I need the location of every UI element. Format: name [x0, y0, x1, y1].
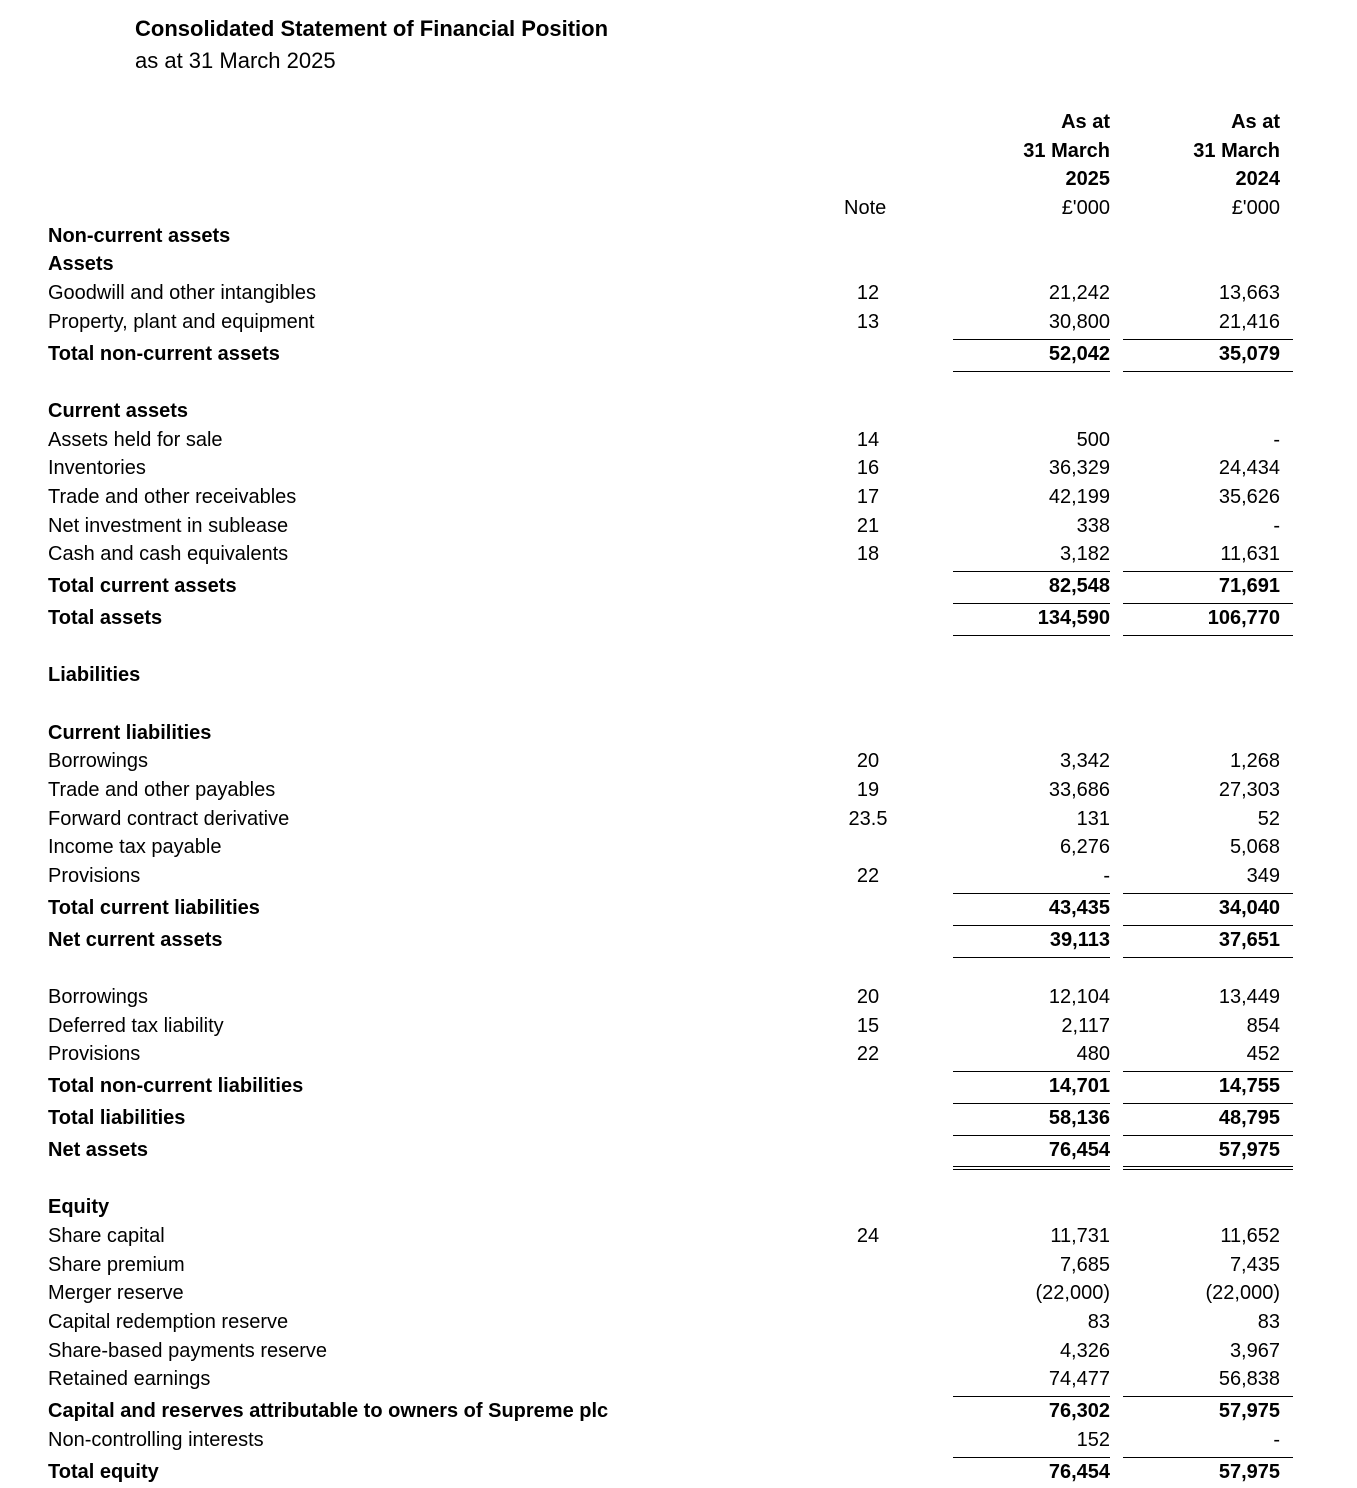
row-label: Trade and other payables — [48, 779, 276, 802]
statement-row — [0, 663, 1357, 692]
row-label: Net current assets — [48, 928, 223, 951]
value-2024: 106,770 — [1207, 606, 1280, 629]
row-label: Inventories — [48, 457, 146, 480]
spacer-row — [0, 370, 1357, 399]
row-note: 15 — [856, 1014, 880, 1037]
statement-row — [0, 1395, 1357, 1427]
value-2024: (22,000) — [1205, 1282, 1280, 1305]
statement-title: Consolidated Statement of Financial Position — [135, 16, 609, 41]
subtotal-rule — [953, 571, 1110, 572]
statement-row — [0, 280, 1357, 309]
value-2025: 76,454 — [1048, 1138, 1110, 1161]
subtotal-rule — [953, 925, 1110, 926]
statement-row — [0, 1102, 1357, 1134]
statement-row — [0, 749, 1357, 778]
value-2024: - — [1273, 428, 1280, 451]
row-note: 20 — [856, 986, 880, 1009]
subtotal-rule — [1123, 603, 1293, 604]
row-note: 14 — [856, 428, 880, 451]
value-2024: 48,795 — [1218, 1107, 1280, 1130]
row-note: 18 — [856, 543, 880, 566]
value-2025: 4,326 — [1059, 1339, 1110, 1362]
row-label: Property, plant and equipment — [48, 310, 315, 333]
value-2025: 6,276 — [1059, 836, 1110, 859]
statement-row — [0, 338, 1357, 370]
value-2024: 52 — [1257, 807, 1280, 830]
value-2024: 5,068 — [1229, 836, 1280, 859]
row-label: Total liabilities — [48, 1107, 186, 1130]
value-2024: - — [1273, 1428, 1280, 1451]
col-2025-header-line3: 2025 — [1065, 168, 1110, 190]
statement-row — [0, 398, 1357, 427]
subtotal-rule — [953, 339, 1110, 340]
statement-row — [0, 570, 1357, 602]
value-2024: 56,838 — [1218, 1368, 1280, 1391]
value-2024: 854 — [1246, 1014, 1280, 1037]
value-2025: 131 — [1076, 807, 1110, 830]
row-label: Capital redemption reserve — [48, 1311, 289, 1333]
row-label: Cash and cash equivalents — [48, 543, 289, 566]
value-2024: 57,975 — [1218, 1138, 1280, 1161]
value-2025: 58,136 — [1048, 1107, 1110, 1130]
col-2025-unit: £'000 — [1061, 197, 1110, 219]
value-2025: 52,042 — [1048, 342, 1110, 365]
row-note: 12 — [856, 282, 880, 305]
value-2025: 30,800 — [1048, 310, 1110, 333]
subtotal-rule — [1123, 1457, 1293, 1458]
value-2025: 14,701 — [1048, 1075, 1110, 1098]
value-2024: 57,975 — [1218, 1460, 1280, 1483]
statement-row — [0, 924, 1357, 956]
row-label: Forward contract derivative — [48, 807, 290, 830]
spacer-row — [0, 1166, 1357, 1195]
row-label: Share premium — [48, 1253, 185, 1276]
col-2025-header-line1: As at — [1061, 111, 1110, 133]
subtotal-rule — [1123, 893, 1293, 894]
value-2025: 7,685 — [1059, 1253, 1110, 1276]
statement-row — [0, 1367, 1357, 1396]
value-2025: 12,104 — [1048, 986, 1110, 1009]
value-2024: 83 — [1257, 1311, 1280, 1333]
value-2024: 24,434 — [1218, 457, 1280, 480]
value-2024: 35,626 — [1218, 485, 1280, 508]
row-label: Total current liabilities — [48, 896, 260, 919]
statement-row — [0, 1070, 1357, 1102]
subtotal-rule — [953, 893, 1110, 894]
value-2024: 11,652 — [1220, 1224, 1280, 1247]
value-2024: 7,435 — [1229, 1253, 1280, 1276]
statement-row — [0, 1042, 1357, 1071]
value-2024: 35,079 — [1218, 342, 1280, 365]
value-2025: 76,454 — [1048, 1460, 1110, 1483]
col-2025-header-line2: 31 March — [1023, 140, 1110, 162]
row-label: Non-current assets — [48, 224, 231, 247]
value-2025: 36,329 — [1048, 457, 1110, 480]
value-2025: 43,435 — [1048, 896, 1110, 919]
row-label: Borrowings — [48, 750, 149, 773]
spacer-row — [0, 634, 1357, 663]
row-label: Equity — [48, 1196, 110, 1219]
statement-row — [0, 777, 1357, 806]
statement-row — [0, 1309, 1357, 1338]
value-2024: 21,416 — [1218, 310, 1280, 333]
subtotal-rule — [953, 1103, 1110, 1104]
row-note: 16 — [856, 457, 880, 480]
row-label: Net investment in sublease — [48, 514, 289, 537]
statement-row — [0, 1252, 1357, 1281]
row-note: 20 — [856, 750, 880, 773]
statement-row — [0, 602, 1357, 634]
value-2025: 76,302 — [1048, 1400, 1110, 1423]
statement-row — [0, 1427, 1357, 1456]
row-label: Assets — [48, 253, 114, 276]
subtotal-rule — [953, 1071, 1110, 1072]
statement-row — [0, 542, 1357, 571]
subtotal-rule — [1123, 1071, 1293, 1072]
value-2025: 3,342 — [1059, 750, 1110, 773]
subtotal-rule — [1123, 571, 1293, 572]
value-2024: 37,651 — [1218, 928, 1280, 951]
value-2024: 14,755 — [1218, 1075, 1280, 1098]
row-note: 21 — [856, 514, 880, 537]
row-label: Assets held for sale — [48, 428, 223, 451]
value-2025: 134,590 — [1037, 606, 1110, 629]
row-label: Current liabilities — [48, 721, 212, 744]
statement-row — [0, 456, 1357, 485]
statement-rows — [0, 223, 1357, 1488]
subtotal-rule — [1123, 1103, 1293, 1104]
subtotal-rule — [1123, 339, 1293, 340]
value-2024: 71,691 — [1218, 575, 1280, 598]
statement-row — [0, 223, 1357, 252]
col-2024-header-line1: As at — [1231, 111, 1280, 133]
row-label: Trade and other receivables — [48, 485, 297, 508]
row-note: 19 — [856, 779, 880, 802]
value-2024: 452 — [1246, 1043, 1280, 1066]
row-note: 22 — [856, 865, 880, 888]
row-note: 22 — [856, 1043, 880, 1066]
row-label: Borrowings — [48, 986, 149, 1009]
statement-row — [0, 1013, 1357, 1042]
value-2025: 11,731 — [1050, 1224, 1110, 1247]
col-2024-unit: £'000 — [1231, 197, 1280, 219]
value-2024: 11,631 — [1220, 543, 1280, 566]
subtotal-rule — [953, 603, 1110, 604]
row-label: Total non-current liabilities — [48, 1075, 304, 1098]
row-note: 23.5 — [848, 807, 888, 830]
statement-row — [0, 1195, 1357, 1224]
statement-row — [0, 427, 1357, 456]
value-2025: 500 — [1076, 428, 1110, 451]
value-2024: 349 — [1246, 865, 1280, 888]
subtotal-rule — [953, 1457, 1110, 1458]
value-2025: 39,113 — [1049, 928, 1110, 951]
statement-row — [0, 1223, 1357, 1252]
row-label: Total non-current assets — [48, 342, 280, 365]
value-2025: 338 — [1076, 514, 1110, 537]
row-label: Share capital — [48, 1224, 165, 1247]
value-2025: 152 — [1076, 1428, 1110, 1451]
subtotal-rule — [1123, 1135, 1293, 1136]
row-label: Deferred tax liability — [48, 1014, 224, 1037]
row-label: Merger reserve — [48, 1282, 184, 1305]
row-label: Current assets — [48, 399, 189, 422]
value-2024: 57,975 — [1218, 1400, 1280, 1423]
row-label: Provisions — [48, 1043, 141, 1066]
row-label: Non-controlling interests — [48, 1428, 264, 1451]
row-label: Retained earnings — [48, 1368, 211, 1391]
value-2025: 3,182 — [1059, 543, 1110, 566]
row-label: Provisions — [48, 865, 141, 888]
row-label: Goodwill and other intangibles — [48, 282, 316, 305]
statement-row — [0, 252, 1357, 281]
value-2025: 74,477 — [1048, 1368, 1110, 1391]
row-label: Capital and reserves attributable to owners of Supreme plc — [48, 1400, 609, 1423]
note-column-header: Note — [844, 197, 887, 219]
subtotal-rule — [1123, 1396, 1293, 1397]
statement-row — [0, 1456, 1357, 1488]
value-2024: 13,663 — [1218, 282, 1280, 305]
value-2025: 83 — [1087, 1311, 1110, 1333]
row-note: 24 — [856, 1224, 880, 1247]
statement-row — [0, 513, 1357, 542]
value-2024: 34,040 — [1218, 896, 1280, 919]
statement-row — [0, 984, 1357, 1013]
value-2025: 42,199 — [1048, 485, 1110, 508]
statement-row — [0, 835, 1357, 864]
value-2025: 21,242 — [1048, 282, 1110, 305]
col-2024-header-line2: 31 March — [1193, 140, 1280, 162]
row-label: Total current assets — [48, 575, 237, 598]
col-2024-header-line3: 2024 — [1235, 168, 1280, 190]
spacer-row — [0, 956, 1357, 985]
value-2025: 33,686 — [1048, 779, 1110, 802]
statement-row — [0, 1281, 1357, 1310]
value-2025: - — [1103, 865, 1110, 888]
value-2025: (22,000) — [1035, 1282, 1110, 1305]
statement-date: as at 31 March 2025 — [135, 48, 336, 73]
subtotal-rule — [1123, 925, 1293, 926]
statement-row — [0, 1338, 1357, 1367]
row-label: Liabilities — [48, 664, 141, 687]
statement-row — [0, 806, 1357, 835]
row-note: 13 — [856, 310, 880, 333]
statement-row — [0, 863, 1357, 892]
subtotal-rule — [953, 1135, 1110, 1136]
value-2024: 3,967 — [1229, 1339, 1280, 1362]
value-2025: 2,117 — [1061, 1014, 1110, 1037]
row-label: Total equity — [48, 1460, 159, 1483]
statement-row — [0, 720, 1357, 749]
row-note: 17 — [856, 485, 880, 508]
value-2024: - — [1273, 514, 1280, 537]
value-2024: 1,268 — [1229, 750, 1280, 773]
subtotal-rule — [953, 1396, 1110, 1397]
value-2025: 480 — [1076, 1043, 1110, 1066]
statement-row — [0, 309, 1357, 338]
row-label: Income tax payable — [48, 836, 222, 859]
statement-row — [0, 1134, 1357, 1166]
value-2024: 13,449 — [1218, 986, 1280, 1009]
row-label: Net assets — [48, 1138, 149, 1161]
spacer-row — [0, 691, 1357, 720]
row-label: Total assets — [48, 606, 163, 629]
statement-row — [0, 892, 1357, 924]
value-2025: 82,548 — [1048, 575, 1110, 598]
row-label: Share-based payments reserve — [48, 1339, 328, 1362]
value-2024: 27,303 — [1218, 779, 1280, 802]
statement-row — [0, 484, 1357, 513]
